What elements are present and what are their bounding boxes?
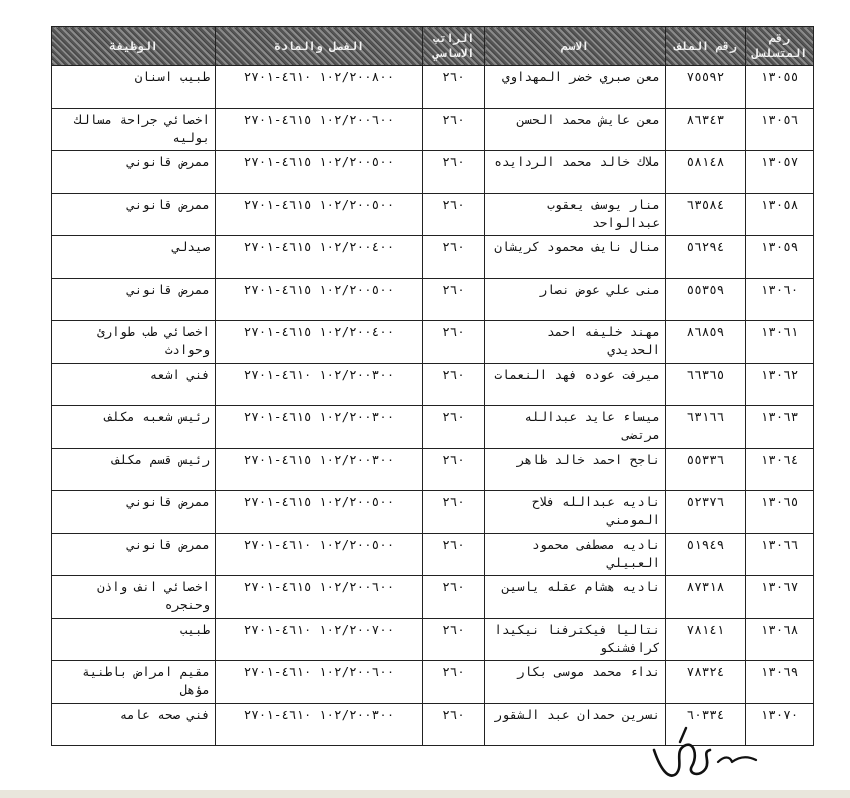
cell-finance: ١٠٢/٢٠٠٨٠٠ ٤٦١٠-٢٧٠١ (216, 66, 423, 109)
cell-name: منال نايف محمود كريشان (485, 236, 666, 279)
cell-base: ٢٦٠ (423, 236, 485, 279)
cell-base: ٢٦٠ (423, 321, 485, 364)
table-row (52, 406, 814, 449)
cell-finance: ١٠٢/٢٠٠٣٠٠ ٤٦١٠-٢٧٠١ (216, 703, 423, 746)
cell-job: ممرض قانوني (52, 533, 216, 576)
cell-base: ٢٦٠ (423, 618, 485, 661)
table-row (52, 193, 814, 236)
cell-finance: ١٠٢/٢٠٠٣٠٠ ٤٦١٠-٢٧٠١ (216, 363, 423, 406)
cell-seq: ١٣٠٥٩ (746, 236, 814, 279)
cell-base: ٢٦٠ (423, 193, 485, 236)
cell-file: ٧٨١٤١ (666, 618, 746, 661)
cell-file: ٥١٩٤٩ (666, 533, 746, 576)
cell-file: ٥٥٣٥٩ (666, 278, 746, 321)
cell-finance: ١٠٢/٢٠٠٣٠٠ ٤٦١٥-٢٧٠١ (216, 406, 423, 449)
cell-name: منى علي عوض نصار (485, 278, 666, 321)
cell-finance: ١٠٢/٢٠٠٤٠٠ ٤٦١٥-٢٧٠١ (216, 321, 423, 364)
cell-job: ممرض قانوني (52, 151, 216, 194)
table-row (52, 108, 814, 151)
table-row (52, 491, 814, 534)
cell-file: ٨٦٣٤٣ (666, 108, 746, 151)
cell-job: فني صحه عامه (52, 703, 216, 746)
cell-finance: ١٠٢/٢٠٠٥٠٠ ٤٦١٥-٢٧٠١ (216, 278, 423, 321)
header-seq: رقم المتسلسل (746, 27, 814, 66)
cell-name: نتاليا فيكترفنا نيكيدا كرافشنكو (485, 618, 666, 661)
cell-finance: ١٠٢/٢٠٠٧٠٠ ٤٦١٠-٢٧٠١ (216, 618, 423, 661)
cell-finance: ١٠٢/٢٠٠٥٠٠ ٤٦١٥-٢٧٠١ (216, 193, 423, 236)
cell-name: ناديه عبدالله فلاح المومني (485, 491, 666, 534)
cell-job: اخصائي طب طوارئ وحوادث (52, 321, 216, 364)
cell-name: معن عايش محمد الحسن (485, 108, 666, 151)
scan-bottom-edge (0, 790, 850, 798)
cell-seq: ١٣٠٦٧ (746, 576, 814, 619)
table-row (52, 321, 814, 364)
table-row (52, 576, 814, 619)
cell-finance: ١٠٢/٢٠٠٥٠٠ ٤٦١٥-٢٧٠١ (216, 151, 423, 194)
cell-finance: ١٠٢/٢٠٠٤٠٠ ٤٦١٥-٢٧٠١ (216, 236, 423, 279)
cell-seq: ١٣٠٥٦ (746, 108, 814, 151)
table-row (52, 363, 814, 406)
cell-finance: ١٠٢/٢٠٠٥٠٠ ٤٦١٠-٢٧٠١ (216, 533, 423, 576)
header-job: الوظيفة (52, 27, 216, 66)
employee-table (51, 26, 814, 746)
cell-name: نداء محمد موسى بكار (485, 661, 666, 704)
cell-seq: ١٣٠٦٢ (746, 363, 814, 406)
cell-base: ٢٦٠ (423, 703, 485, 746)
cell-seq: ١٣٠٧٠ (746, 703, 814, 746)
header-name: الاسم (485, 27, 666, 66)
cell-finance: ١٠٢/٢٠٠٣٠٠ ٤٦١٥-٢٧٠١ (216, 448, 423, 491)
cell-base: ٢٦٠ (423, 661, 485, 704)
cell-seq: ١٣٠٦١ (746, 321, 814, 364)
cell-file: ٦٦٣٦٥ (666, 363, 746, 406)
cell-file: ٨٦٨٥٩ (666, 321, 746, 364)
table-row (52, 618, 814, 661)
header-file: رقم الملف (666, 27, 746, 66)
cell-file: ٨٧٣١٨ (666, 576, 746, 619)
signature-mark (640, 722, 780, 792)
cell-file: ٦٠٣٣٤ (666, 703, 746, 746)
table-row (52, 533, 814, 576)
cell-seq: ١٣٠٥٥ (746, 66, 814, 109)
cell-job: ممرض قانوني (52, 491, 216, 534)
table-row (52, 661, 814, 704)
cell-base: ٢٦٠ (423, 576, 485, 619)
cell-job: رئيس قسم مكلف (52, 448, 216, 491)
cell-seq: ١٣٠٦٩ (746, 661, 814, 704)
cell-base: ٢٦٠ (423, 66, 485, 109)
cell-name: نسرين حمدان عبد الشقور (485, 703, 666, 746)
cell-base: ٢٦٠ (423, 406, 485, 449)
cell-job: رئيس شعبه مكلف (52, 406, 216, 449)
cell-job: ممرض قانوني (52, 278, 216, 321)
cell-job: فني اشعه (52, 363, 216, 406)
cell-job: صيدلي (52, 236, 216, 279)
cell-base: ٢٦٠ (423, 278, 485, 321)
cell-name: منار يوسف يعقوب عبدالواحد (485, 193, 666, 236)
table-row (52, 278, 814, 321)
cell-name: ناجح احمد خالد ظاهر (485, 448, 666, 491)
cell-base: ٢٦٠ (423, 533, 485, 576)
cell-name: ملاك خالد محمد الردايده (485, 151, 666, 194)
header-base: الراتب الاساسي (423, 27, 485, 66)
cell-base: ٢٦٠ (423, 491, 485, 534)
cell-name: معن صبري خضر المهداوي (485, 66, 666, 109)
cell-job: طبيب اسنان (52, 66, 216, 109)
cell-file: ٥٦٢٩٤ (666, 236, 746, 279)
cell-base: ٢٦٠ (423, 108, 485, 151)
cell-job: اخصائي انف واذن وحنجره (52, 576, 216, 619)
table-row (52, 66, 814, 109)
table-row (52, 448, 814, 491)
cell-name: ناديه مصطفى محمود العبيلي (485, 533, 666, 576)
cell-file: ٥٢٣٧٦ (666, 491, 746, 534)
cell-file: ٥٨١٤٨ (666, 151, 746, 194)
cell-job: اخصائي جراحة مسالك بوليه (52, 108, 216, 151)
cell-seq: ١٣٠٦٥ (746, 491, 814, 534)
cell-job: مقيم امراض باطنية مؤهل (52, 661, 216, 704)
cell-seq: ١٣٠٦٨ (746, 618, 814, 661)
cell-name: مهند خليفه احمد الحديدي (485, 321, 666, 364)
cell-seq: ١٣٠٦٣ (746, 406, 814, 449)
cell-finance: ١٠٢/٢٠٠٦٠٠ ٤٦١٥-٢٧٠١ (216, 576, 423, 619)
cell-finance: ١٠٢/٢٠٠٥٠٠ ٤٦١٥-٢٧٠١ (216, 491, 423, 534)
cell-finance: ١٠٢/٢٠٠٦٠٠ ٤٦١٠-٢٧٠١ (216, 661, 423, 704)
cell-seq: ١٣٠٥٧ (746, 151, 814, 194)
cell-file: ٦٣٥٨٤ (666, 193, 746, 236)
cell-job: طبيب (52, 618, 216, 661)
cell-file: ٦٣١٦٦ (666, 406, 746, 449)
table-row (52, 236, 814, 279)
header-finance: الفصل والمادة (216, 27, 423, 66)
cell-name: ميرفت عوده فهد النعمات (485, 363, 666, 406)
table-header-row (52, 27, 814, 66)
cell-base: ٢٦٠ (423, 448, 485, 491)
cell-name: ميساء عايد عبدالله مرتضى (485, 406, 666, 449)
cell-file: ٧٥٥٩٢ (666, 66, 746, 109)
cell-seq: ١٣٠٥٨ (746, 193, 814, 236)
cell-base: ٢٦٠ (423, 151, 485, 194)
cell-seq: ١٣٠٦٠ (746, 278, 814, 321)
cell-seq: ١٣٠٦٤ (746, 448, 814, 491)
cell-job: ممرض قانوني (52, 193, 216, 236)
cell-file: ٧٨٣٢٤ (666, 661, 746, 704)
cell-base: ٢٦٠ (423, 363, 485, 406)
cell-finance: ١٠٢/٢٠٠٦٠٠ ٤٦١٥-٢٧٠١ (216, 108, 423, 151)
cell-seq: ١٣٠٦٦ (746, 533, 814, 576)
table-body (52, 66, 814, 746)
cell-file: ٥٥٣٣٦ (666, 448, 746, 491)
cell-name: ناديه هشام عقله ياسين (485, 576, 666, 619)
table-row (52, 151, 814, 194)
